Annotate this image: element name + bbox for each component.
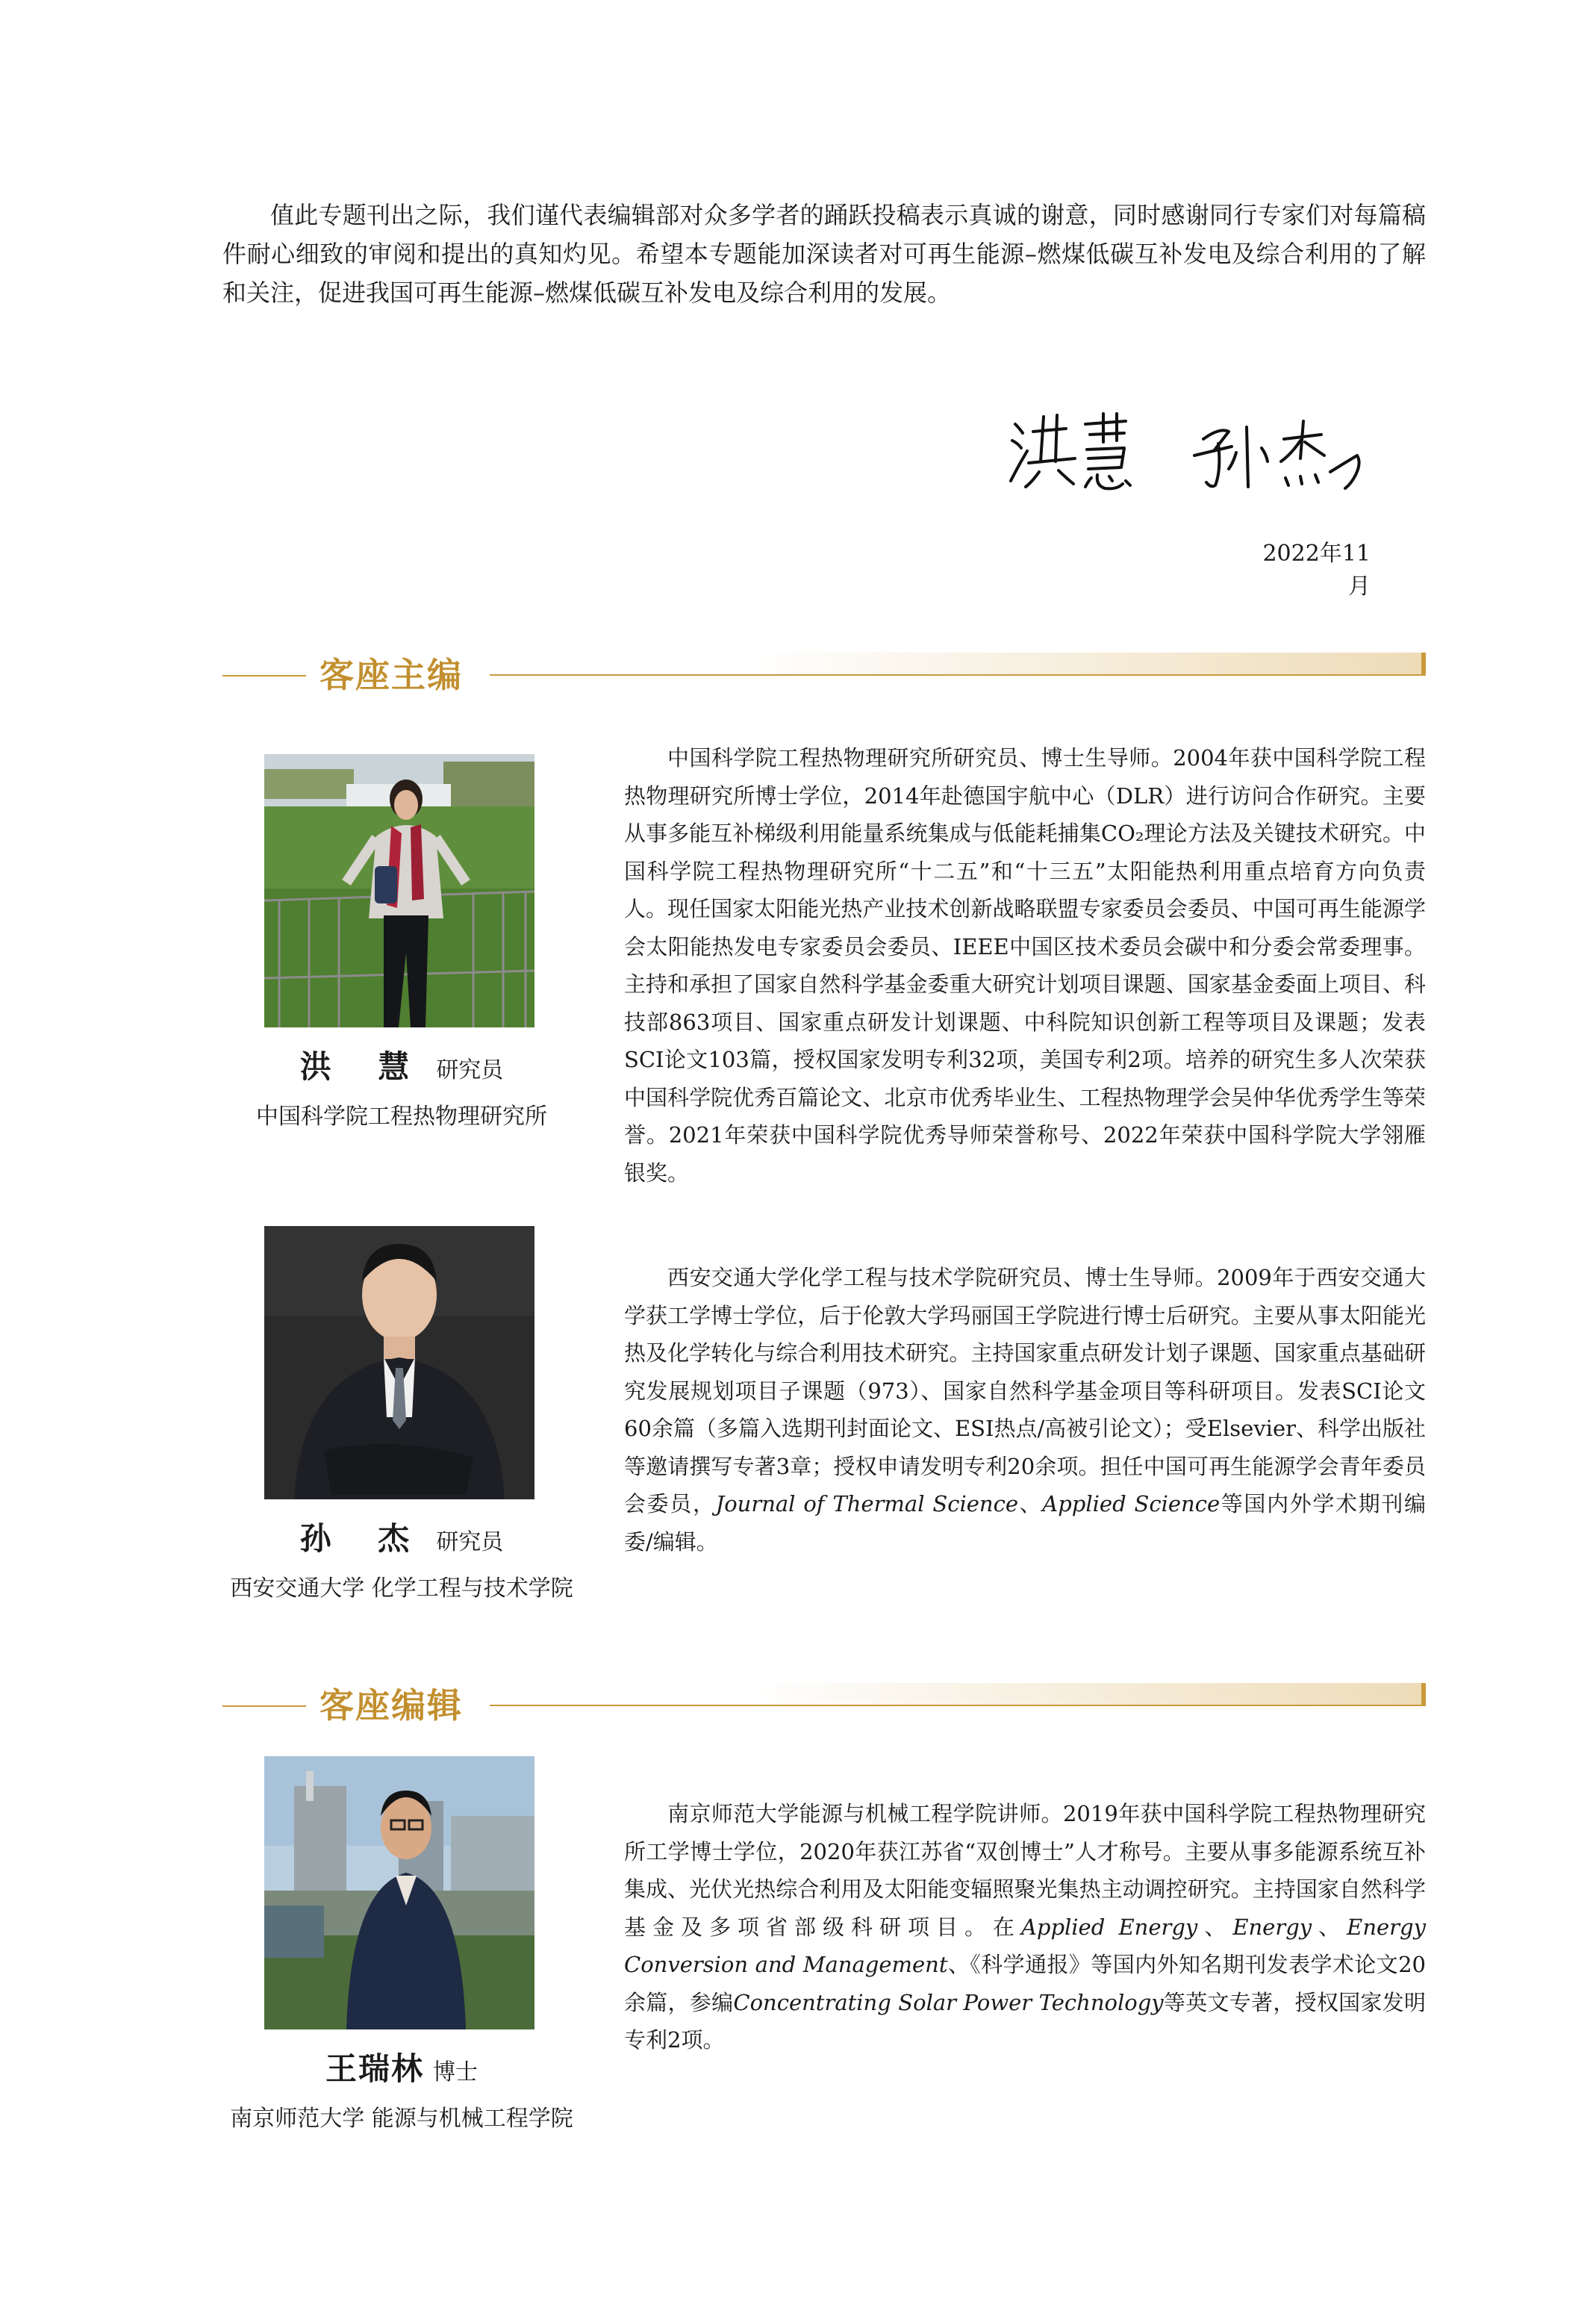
person-name: 孙 杰 bbox=[299, 1520, 428, 1557]
date: 2022年11月 bbox=[1262, 541, 1371, 600]
person-affiliation: 西安交通大学 化学工程与技术学院 bbox=[230, 1575, 573, 1602]
name-line bbox=[222, 1042, 581, 1087]
bio-part: 等国内外学术期刊编委/编辑。 bbox=[624, 1491, 1426, 1555]
bio-text bbox=[624, 1795, 1426, 2059]
header-end-mark bbox=[1421, 653, 1426, 675]
intro-text: 值此专题刊出之际，我们谨代表编辑部对众多学者的踊跃投稿表示真诚的谢意，同时感谢同行专家们对每篇稿件耐心细致的审阅和提出的真知灼见。希望本专题能加深读者对可再生能源–燃煤低碳互补发电及综合利用的了解和关注，促进我国可再生能源–燃煤低碳互补发电及综合利用的发展。 bbox=[222, 201, 1426, 307]
portrait-photo bbox=[264, 1226, 534, 1499]
header-gradient bbox=[745, 1683, 1426, 1705]
header-end-mark bbox=[1421, 1683, 1426, 1705]
separator: 、 bbox=[1312, 1914, 1347, 1940]
bio-text: 中国科学院工程热物理研究所研究员、博士生导师。2004年获中国科学院工程热物理研究所博士学位，2014年赴德国宇航中心（DLR）进行访问合作研究。主要从事多能互补梯级利用能量系统集成与低能耗捕集CO₂理论方法及关键技术研究。中国科学院工程热物理研究所“十二五”和“十三五”太阳能热利用重点培育方向负责人。现任国家太阳能光热产业技术创新战略联盟专家委员会委员、中国可再生能源学会太阳能热发电专家委员会委员、IEEE中国区技术委员会碳中和分委会常委理事。主持和承担了国家自然科学基金委重大研究计划项目课题、国家基金委面上项目、科技部863项目、国家重点研发计划课题、中科院知识创新工程等项目及课题；发表SCI论文103篇，授权国家发明专利32项，美国专利2项。培养的研究生多人次荣获中国科学院优秀百篇论文、北京市优秀毕业生、工程热物理学会吴仲华优秀学生等荣誉。2021年荣获中国科学院优秀导师荣誉称号、2022年荣获中国科学院大学翎雁银奖。 bbox=[624, 745, 1426, 1186]
section-header-guest-chief bbox=[222, 653, 1426, 697]
handwritten-signature bbox=[1008, 409, 1381, 499]
person-bio bbox=[624, 1259, 1426, 1561]
person-name: 洪 慧 bbox=[299, 1048, 428, 1085]
person-affiliation: 南京师范大学 能源与机械工程学院 bbox=[230, 2106, 573, 2132]
journal-name: Energy Conversion and Management bbox=[624, 1914, 1426, 1977]
person-bio bbox=[624, 1795, 1426, 2059]
person-affiliation: 中国科学院工程热物理研究所 bbox=[256, 1104, 547, 1130]
header-gradient bbox=[745, 653, 1426, 675]
bio-part: 等英文专著，授权国家发明专利2项。 bbox=[624, 1989, 1426, 2053]
journal-name: Applied Energy bbox=[1020, 1914, 1198, 1940]
person-bio bbox=[624, 739, 1426, 1192]
section-title: 客座主编 bbox=[319, 655, 463, 695]
journal-name: Journal of Thermal Science bbox=[715, 1491, 1018, 1516]
header-line-left bbox=[222, 675, 306, 676]
person-wang-ruilin bbox=[222, 1756, 1426, 2144]
portrait-photo bbox=[264, 754, 534, 1027]
person-name: 王瑞林 bbox=[325, 2050, 424, 2087]
section-header-guest-editor bbox=[222, 1683, 1426, 1728]
intro-paragraph bbox=[222, 196, 1426, 312]
journal-name: Energy bbox=[1232, 1914, 1312, 1940]
person-title: 研究员 bbox=[436, 1529, 504, 1555]
person-title: 研究员 bbox=[436, 1057, 504, 1083]
bio-part: 西安交通大学化学工程与技术学院研究员、博士生导师。2009年于西安交通大学获工学博士学位，后于伦敦大学玛丽国王学院进行博士后研究。主要从事太阳能光热及化学转化与综合利用技术研究。主持国家重点研发计划子课题、国家重点基础研究发展规划项目子课题（973）、国家自然科学基金项目等科研项目。发表SCI论文60余篇（多篇入选期刊封面论文、ESI热点/高被引论文）；受Elsevier、科学出版社等邀请撰写专著3章；授权申请发明专利20余项。担任中国可再生能源学会青年委员会委员， bbox=[624, 1265, 1426, 1516]
header-line-right bbox=[490, 674, 1426, 676]
name-line bbox=[222, 2044, 581, 2089]
bio-text bbox=[624, 1259, 1426, 1561]
bio-part: 、《科学通报》等国内外知名期刊发表学术论文20余篇，参编 bbox=[624, 1952, 1426, 2015]
name-line bbox=[222, 1514, 581, 1559]
book-title: Concentrating Solar Power Technology bbox=[733, 1989, 1164, 2015]
separator: 、 bbox=[1018, 1491, 1043, 1516]
signature-drawing bbox=[1008, 409, 1381, 499]
bio-part: 南京师范大学能源与机械工程学院讲师。2019年获中国科学院工程热物理研究所工学博士学位，2020年获江苏省“双创博士”人才称号。主要从事多能源系统互补集成、光伏光热综合利用及太阳能变辐照聚光集热主动调控研究。主持国家自然科学基金及多项省部级科研项目。在 bbox=[624, 1801, 1426, 1940]
separator: 、 bbox=[1197, 1914, 1233, 1940]
header-line-left bbox=[222, 1705, 306, 1707]
journal-name: Applied Science bbox=[1042, 1491, 1221, 1516]
header-line-right bbox=[490, 1705, 1426, 1706]
person-sun-jie bbox=[222, 1226, 1426, 1614]
person-hong-hui bbox=[222, 745, 1426, 1195]
portrait-photo bbox=[264, 1756, 534, 2029]
section-title: 客座编辑 bbox=[319, 1685, 463, 1726]
person-title: 博士 bbox=[433, 2059, 478, 2085]
